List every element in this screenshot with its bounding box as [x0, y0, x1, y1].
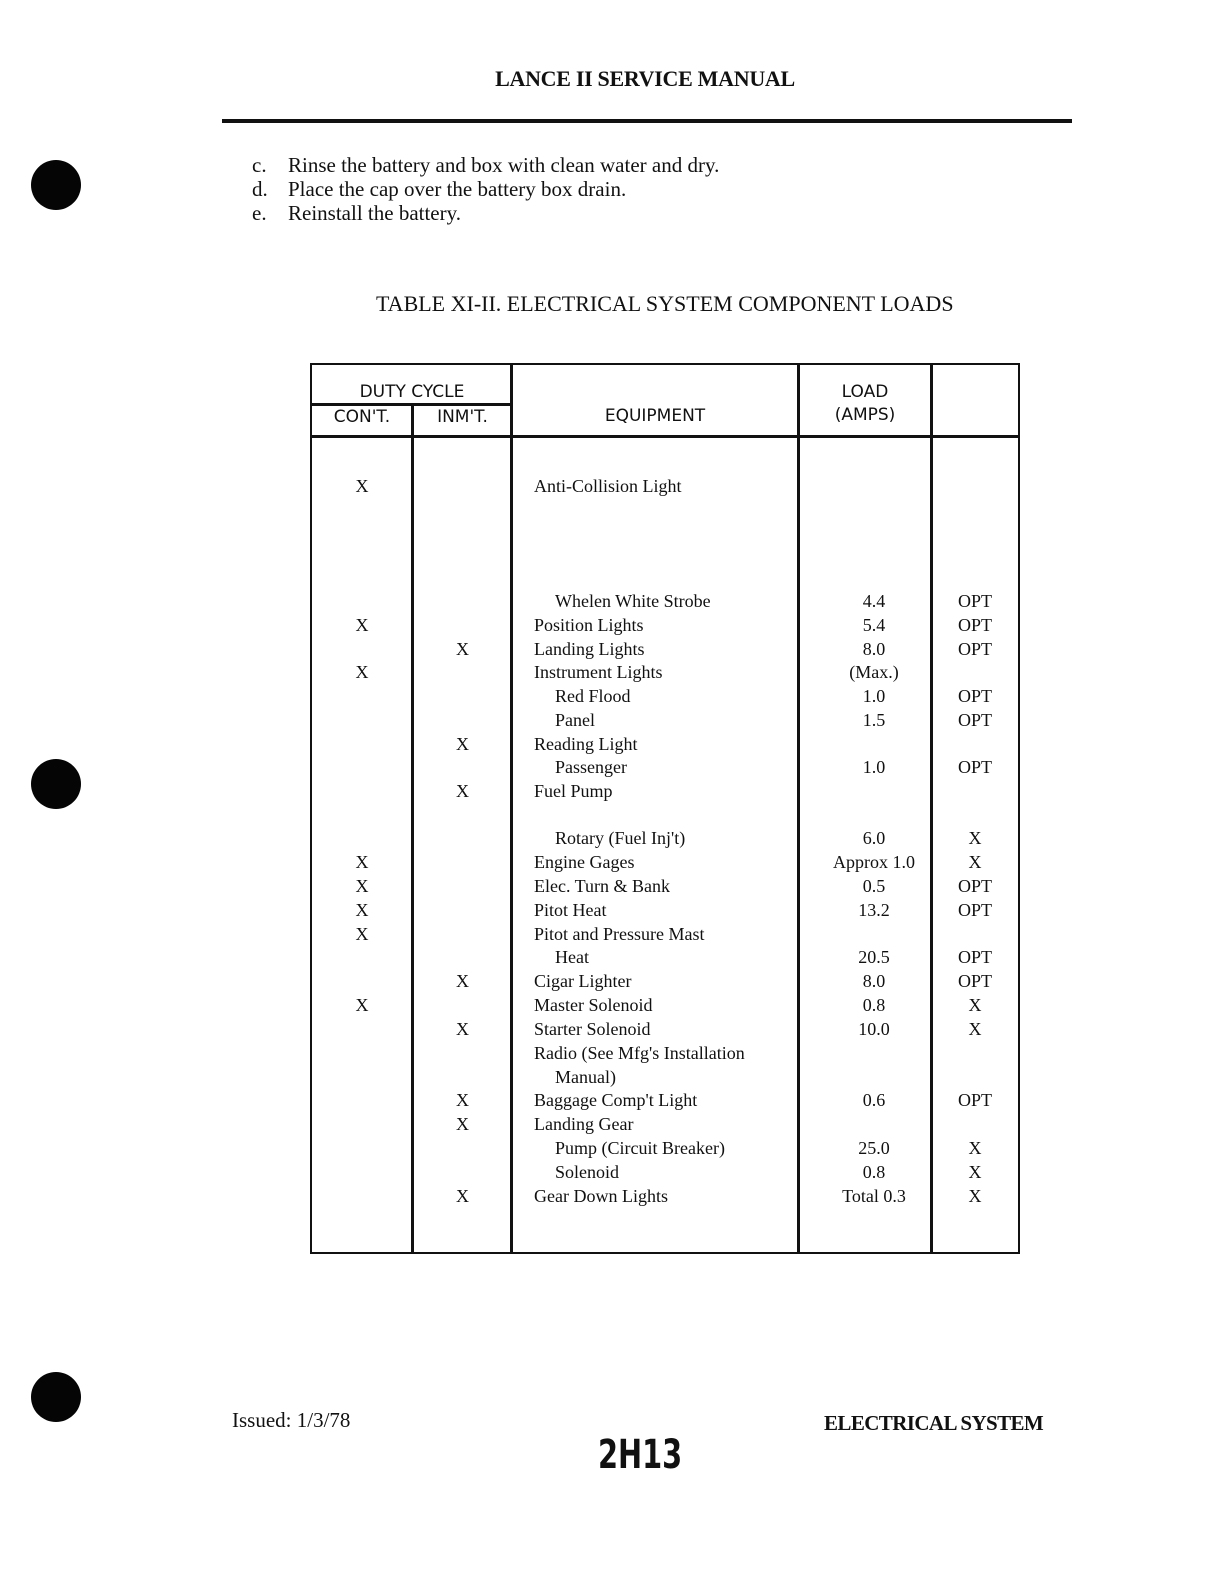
cell-inmt: X: [456, 971, 469, 991]
cell-equipment: Whelen White Strobe: [555, 591, 711, 611]
cell-equipment: Rotary (Fuel Inj't): [555, 828, 686, 848]
cell-opt: OPT: [957, 876, 992, 896]
step-letter: d.: [252, 177, 268, 201]
cell-load: 6.0: [862, 828, 886, 848]
duty-cycle-rule: [310, 403, 512, 406]
cell-opt: X: [968, 1138, 982, 1158]
header-equipment: EQUIPMENT: [604, 406, 706, 426]
header-duty-cycle: DUTY CYCLE: [359, 382, 465, 402]
step-text: Rinse the battery and box with clean water and dry.: [288, 153, 720, 177]
cell-cont: X: [355, 876, 369, 896]
cell-load: 0.6: [862, 1090, 886, 1110]
step-text: Place the cap over the battery box drain.: [288, 177, 627, 201]
cell-equipment: Baggage Comp't Light: [534, 1090, 698, 1110]
punch-hole-bottom: [31, 1372, 81, 1422]
cell-load: 0.8: [862, 1162, 886, 1182]
cell-cont: X: [355, 615, 369, 635]
punch-hole-top: [31, 160, 81, 210]
header-rule: [222, 119, 1072, 123]
cell-opt: OPT: [957, 1090, 992, 1110]
cell-cont: X: [355, 662, 369, 682]
step-e: [252, 201, 461, 225]
cell-equipment: Pitot Heat: [534, 900, 607, 920]
cell-inmt: X: [456, 781, 469, 801]
cell-load: 8.0: [862, 639, 886, 659]
cell-opt: OPT: [957, 971, 992, 991]
cell-load: 0.8: [862, 995, 886, 1015]
header-load-units: (AMPS): [834, 405, 896, 425]
column-divider: [797, 363, 800, 1254]
cell-opt: OPT: [957, 947, 992, 967]
cell-opt: OPT: [957, 686, 992, 706]
cell-inmt: X: [456, 639, 469, 659]
cell-load: 5.4: [862, 615, 886, 635]
cell-equipment: Elec. Turn & Bank: [534, 876, 671, 896]
cell-load: 8.0: [862, 971, 886, 991]
step-letter: e.: [252, 201, 267, 225]
cell-load: 0.5: [862, 876, 886, 896]
cell-load: 25.0: [858, 1138, 890, 1158]
footer-issued-date: Issued: 1/3/78: [232, 1408, 351, 1432]
cell-equipment: Passenger: [555, 757, 627, 777]
table-caption: TABLE XI-II. ELECTRICAL SYSTEM COMPONENT LOADS: [376, 291, 954, 316]
cell-equipment: Red Flood: [555, 686, 631, 706]
cell-cont: X: [355, 852, 369, 872]
cell-equipment: Pump (Circuit Breaker): [555, 1138, 725, 1158]
cell-inmt: X: [456, 1019, 469, 1039]
cell-equipment: Engine Gages: [534, 852, 635, 872]
cell-equipment: Reading Light: [534, 734, 638, 754]
cell-equipment: Instrument Lights: [534, 662, 663, 682]
footer-fiche-number: 2H13: [598, 1432, 683, 1478]
cell-cont: X: [355, 900, 369, 920]
cell-equipment: Solenoid: [555, 1162, 620, 1182]
cell-equipment: Position Lights: [534, 615, 644, 635]
column-divider: [930, 363, 933, 1254]
punch-hole-middle: [31, 759, 81, 809]
cell-equipment: Master Solenoid: [534, 995, 653, 1015]
header-bottom-rule: [310, 435, 1020, 438]
cell-load: 1.0: [862, 686, 886, 706]
cell-load: (Max.): [849, 662, 899, 682]
cell-load: 4.4: [862, 591, 886, 611]
cell-load: 20.5: [858, 947, 890, 967]
cell-equipment: Gear Down Lights: [534, 1186, 668, 1206]
cell-cont: X: [355, 995, 369, 1015]
cell-equipment: Landing Lights: [534, 639, 645, 659]
page-header-title: LANCE II SERVICE MANUAL: [495, 66, 795, 91]
header-inmt: INM'T.: [437, 407, 488, 427]
cell-inmt: X: [456, 1186, 469, 1206]
cell-equipment: Radio (See Mfg's Installation: [534, 1043, 745, 1063]
cell-equipment: Cigar Lighter: [534, 971, 632, 991]
header-cont: CON'T.: [333, 407, 391, 427]
cell-load: 13.2: [858, 900, 890, 920]
cell-equipment: Landing Gear: [534, 1114, 634, 1134]
cell-cont: X: [355, 476, 369, 496]
cell-opt: OPT: [957, 591, 992, 611]
cell-equipment: Starter Solenoid: [534, 1019, 651, 1039]
step-d: [252, 177, 626, 201]
cell-opt: OPT: [957, 639, 992, 659]
cell-load: 10.0: [858, 1019, 890, 1039]
step-text: Reinstall the battery.: [288, 201, 462, 225]
cell-load: 1.0: [862, 757, 886, 777]
cell-equipment: Manual): [555, 1067, 616, 1087]
cell-opt: X: [968, 1162, 982, 1182]
cell-equipment: Fuel Pump: [534, 781, 613, 801]
cell-cont: X: [355, 924, 369, 944]
cell-opt: X: [968, 828, 982, 848]
cell-opt: X: [968, 1019, 982, 1039]
footer-section-title: ELECTRICAL SYSTEM: [824, 1411, 1044, 1435]
step-c: [252, 153, 719, 177]
cell-opt: OPT: [957, 710, 992, 730]
cell-opt: OPT: [957, 900, 992, 920]
cell-opt: OPT: [957, 615, 992, 635]
step-letter: c.: [252, 153, 267, 177]
cell-load: 1.5: [862, 710, 886, 730]
cell-equipment: Panel: [555, 710, 595, 730]
cell-inmt: X: [456, 1090, 469, 1110]
cell-opt: X: [968, 1186, 982, 1206]
cell-inmt: X: [456, 1114, 469, 1134]
cell-opt: OPT: [957, 757, 992, 777]
cell-opt: X: [968, 852, 982, 872]
cell-load: Approx 1.0: [833, 852, 915, 872]
header-load: LOAD: [841, 382, 889, 402]
cell-opt: X: [968, 995, 982, 1015]
cell-inmt: X: [456, 734, 469, 754]
cell-equipment: Anti-Collision Light: [534, 476, 682, 496]
cell-equipment: Heat: [555, 947, 589, 967]
cell-load: Total 0.3: [842, 1186, 906, 1206]
cell-equipment: Pitot and Pressure Mast: [534, 924, 705, 944]
